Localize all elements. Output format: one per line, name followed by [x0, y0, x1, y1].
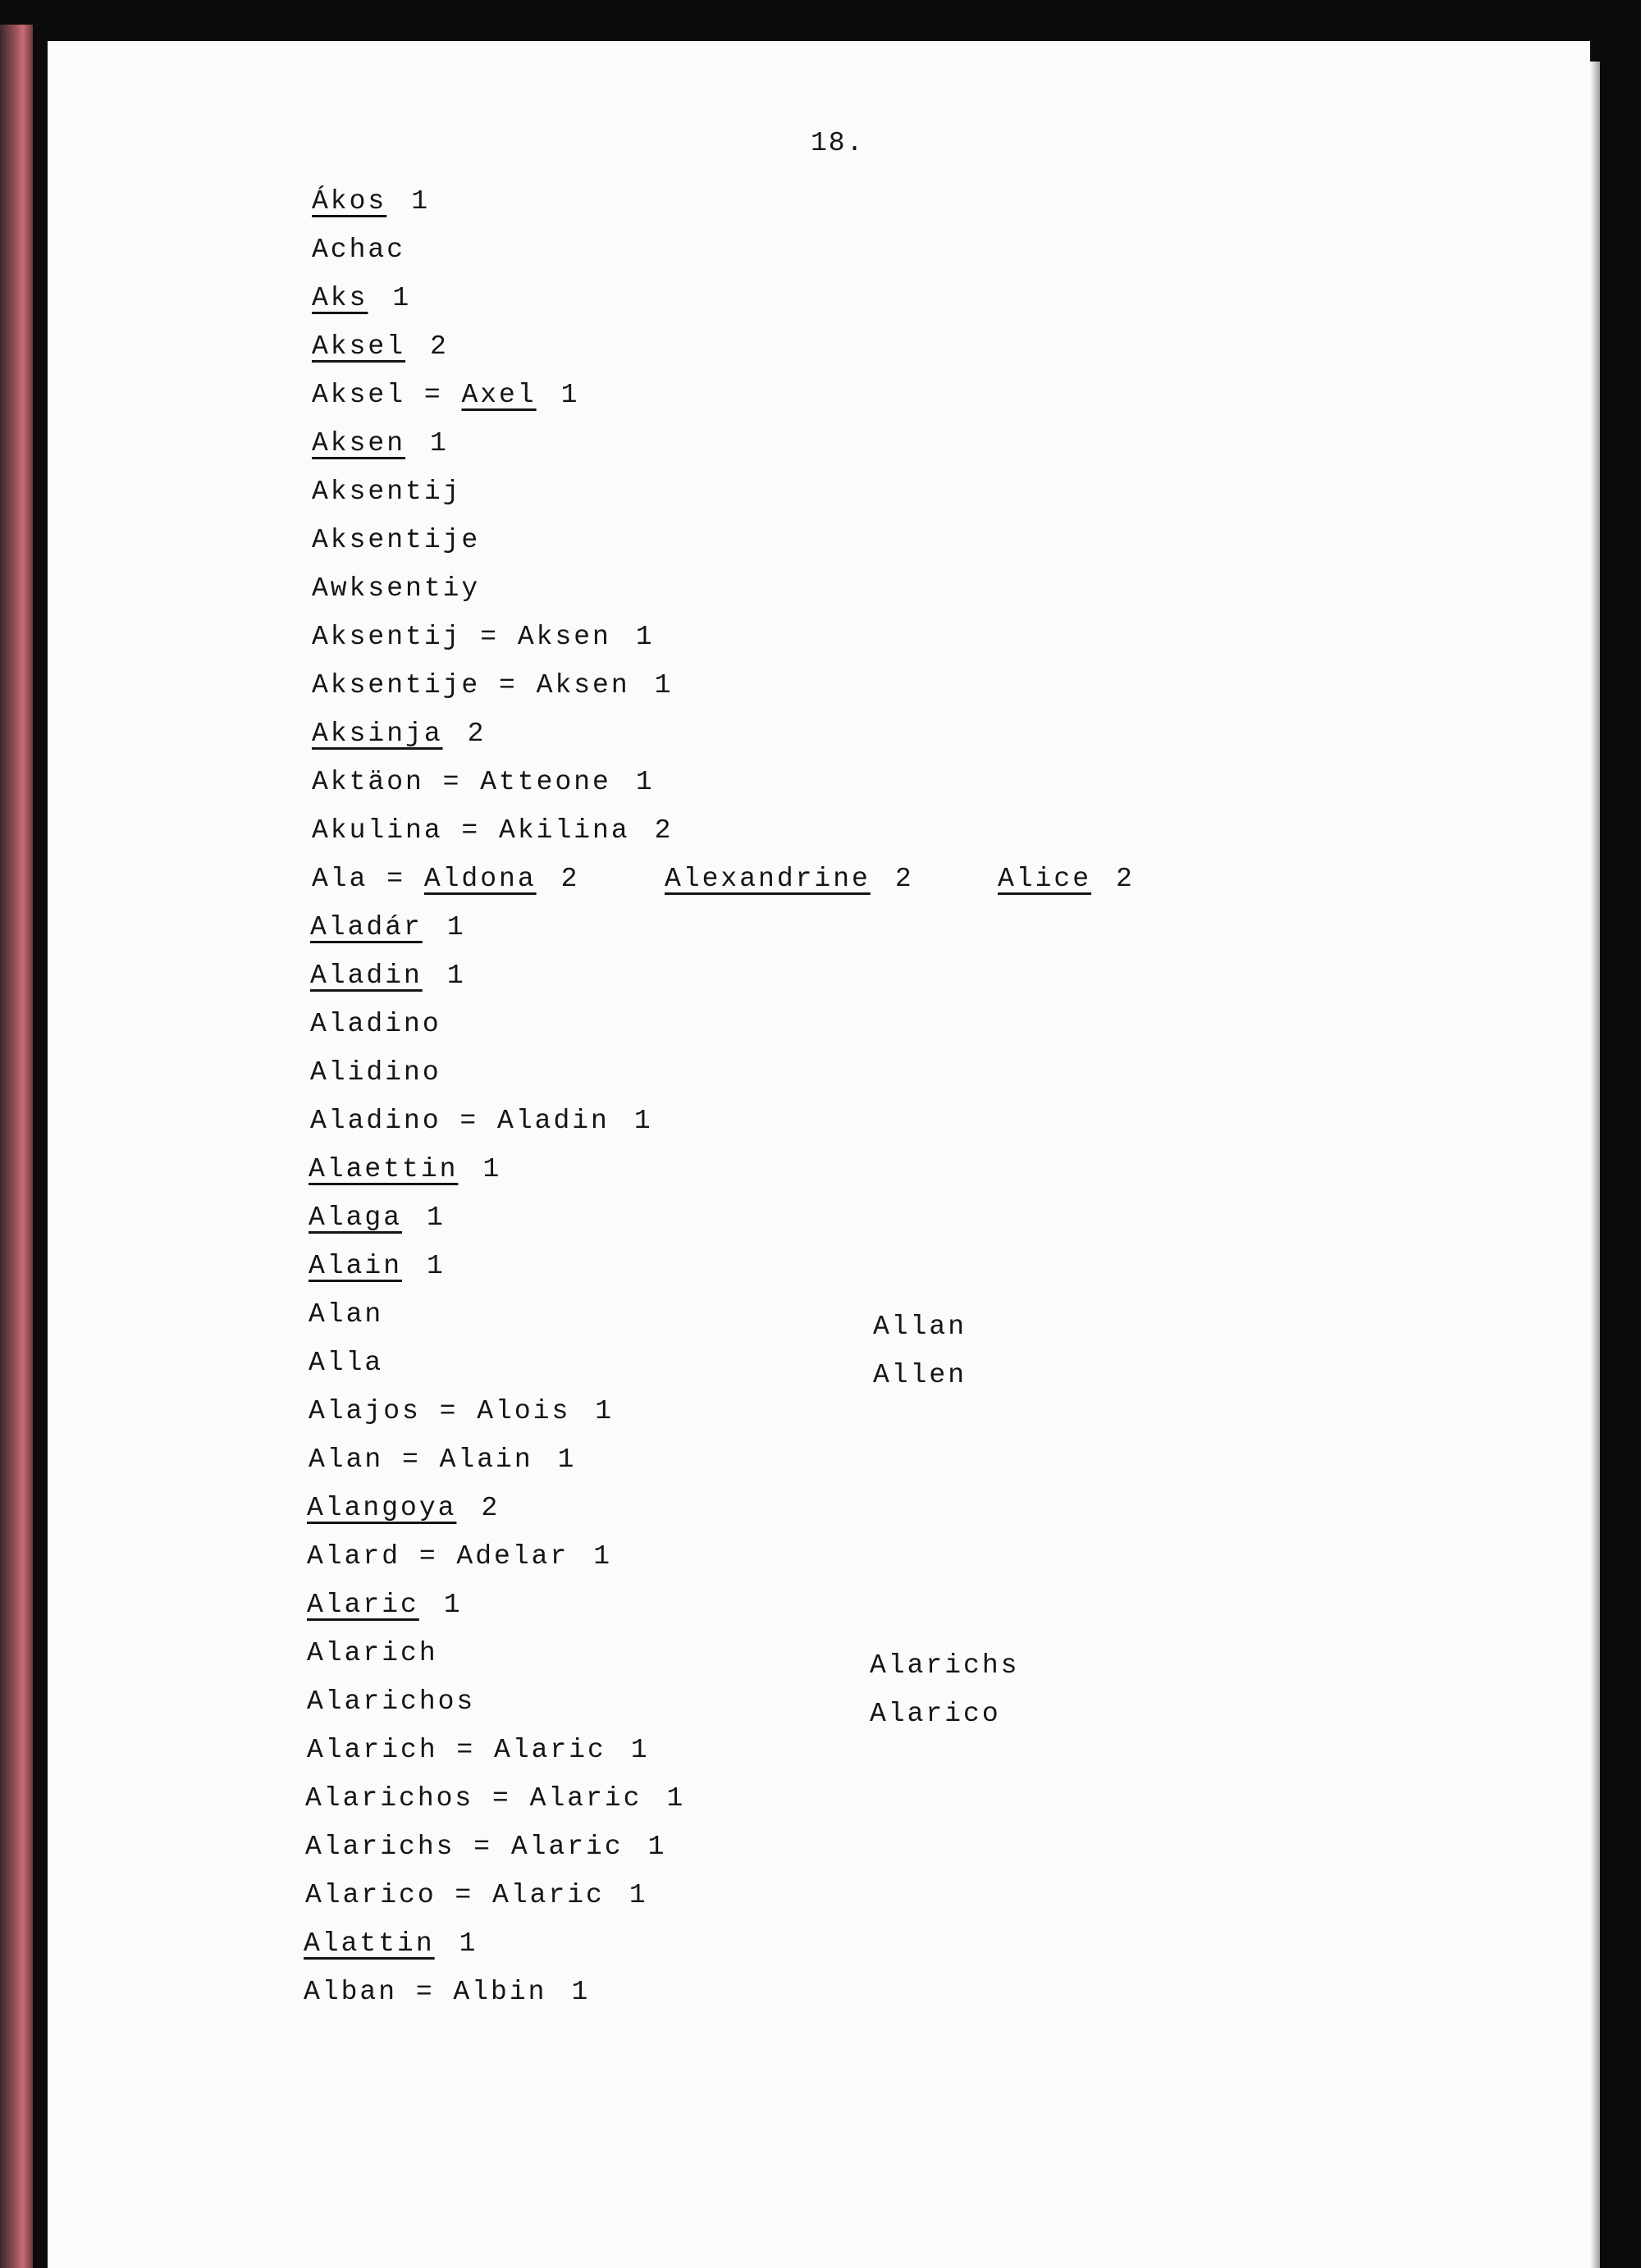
entry-aladar — [310, 911, 466, 944]
entry-name: Aladin — [310, 961, 423, 991]
entry-alan — [309, 1298, 383, 1331]
entry-count: 1 — [633, 1106, 653, 1136]
entry-alangoya — [307, 1492, 500, 1525]
entry-name: Aksentij = Aksen — [312, 622, 611, 652]
entry-count: 2 — [481, 1493, 501, 1523]
entry-name: Alarichos — [307, 1686, 476, 1717]
entry-count: 1 — [666, 1783, 686, 1814]
entry-alaettin — [309, 1153, 501, 1186]
entry-aksentije-aksen — [312, 669, 673, 702]
entry-name: Aktäon = Atteone — [312, 767, 611, 797]
entry-akos — [312, 185, 430, 218]
entry-aksen — [312, 427, 449, 460]
page-number: 18. — [811, 128, 865, 158]
entry-count: 1 — [392, 283, 412, 313]
entry-alidino — [310, 1056, 441, 1089]
right-entry-allen: Allen — [873, 1360, 967, 1390]
entry-name: Axel — [461, 380, 537, 410]
entry-count: 2 — [654, 815, 674, 846]
entry-alexandrine — [665, 863, 914, 896]
entry-count: 1 — [635, 622, 655, 652]
entry-name: Alarich — [307, 1638, 438, 1668]
entry-aksel — [312, 331, 449, 363]
entry-alain — [309, 1250, 446, 1283]
entry-count: 1 — [427, 1251, 446, 1281]
entry-count: 1 — [446, 961, 466, 991]
entry-name: Akulina = Akilina — [312, 815, 630, 846]
entry-name: Alan = Alain — [309, 1444, 533, 1475]
entry-name: Alaettin — [309, 1154, 459, 1184]
entry-count: 1 — [482, 1154, 502, 1184]
entry-count: 1 — [427, 1202, 446, 1233]
entry-name: Alain — [309, 1251, 403, 1281]
entry-prefix: Ala = — [312, 864, 424, 894]
entry-aksentij — [312, 476, 461, 509]
entry-count: 1 — [595, 1396, 615, 1426]
entry-name: Achac — [312, 235, 406, 265]
entry-aktaon — [312, 766, 655, 799]
entry-aksentije — [312, 524, 480, 557]
entry-name: Aksel — [312, 331, 406, 362]
entry-count: 1 — [629, 1880, 648, 1910]
entry-name: Alarichos = Alaric — [305, 1783, 642, 1814]
entry-count: 1 — [446, 912, 466, 942]
entry-name: Alan — [309, 1299, 384, 1330]
entry-alaga — [309, 1202, 446, 1234]
entry-name: Alla — [309, 1348, 384, 1378]
entry-name: Ákos — [312, 186, 387, 217]
entry-name: Alaric — [307, 1590, 419, 1620]
entry-count: 2 — [1116, 864, 1135, 894]
entry-alan-alain — [309, 1444, 576, 1476]
entry-akulina — [312, 815, 673, 847]
entry-alajos — [309, 1395, 614, 1428]
entry-aks — [312, 282, 411, 315]
entry-awksentiy — [312, 573, 480, 605]
entry-count: 1 — [654, 670, 674, 700]
entry-name: Aksentij — [312, 477, 462, 507]
entry-count: 2 — [894, 864, 914, 894]
entry-count: 1 — [593, 1541, 613, 1572]
entry-name: Awksentiy — [312, 573, 481, 604]
entry-count: 1 — [647, 1832, 667, 1862]
entry-name: Aks — [312, 283, 368, 313]
entry-aladino-aladin — [310, 1105, 653, 1138]
entry-name: Alattin — [304, 1928, 435, 1959]
entry-prefix: Aksel = — [312, 380, 462, 410]
entry-alarichos — [307, 1686, 475, 1718]
entry-count: 1 — [571, 1977, 591, 2007]
entry-count: 2 — [560, 864, 580, 894]
entry-alaric — [307, 1589, 463, 1622]
entry-name: Alarich = Alaric — [307, 1735, 606, 1765]
entry-name: Alice — [998, 864, 1092, 894]
entry-count: 1 — [443, 1590, 463, 1620]
entry-name: Alajos = Alois — [309, 1396, 571, 1426]
entry-count: 2 — [467, 719, 487, 749]
entry-name: Alban = Albin — [304, 1977, 547, 2007]
entry-alarichs-alaric — [305, 1831, 666, 1864]
entry-name: Aladino — [310, 1009, 441, 1039]
entry-name: Aladár — [310, 912, 423, 942]
entry-name: Alard = Adelar — [307, 1541, 569, 1572]
entry-count: 1 — [630, 1735, 650, 1765]
entry-achac — [312, 234, 405, 267]
entry-aksentij-aksen — [312, 621, 655, 654]
entry-alard — [307, 1540, 612, 1573]
entry-name: Aksentije — [312, 525, 481, 555]
entry-name: Alaga — [309, 1202, 403, 1233]
entry-alarich-alaric — [307, 1734, 650, 1767]
entry-name: Alidino — [310, 1057, 441, 1088]
entry-count: 1 — [430, 428, 449, 459]
entry-name: Aksen — [312, 428, 406, 459]
entry-name: Alarichs = Alaric — [305, 1832, 624, 1862]
entry-count: 1 — [411, 186, 431, 217]
entry-alarichos-alaric — [305, 1782, 685, 1815]
entry-alarico-alaric — [305, 1879, 648, 1912]
entry-aladin — [310, 960, 466, 993]
entry-name: Alarico = Alaric — [305, 1880, 605, 1910]
entry-alattin — [304, 1928, 478, 1960]
entry-count: 1 — [459, 1928, 478, 1959]
entry-count: 1 — [557, 1444, 577, 1475]
entry-name: Aksentije = Aksen — [312, 670, 630, 700]
entry-name: Alangoya — [307, 1493, 457, 1523]
entry-aksel-axel — [312, 379, 579, 412]
entry-ala — [312, 863, 579, 896]
right-entry-alarico: Alarico — [870, 1699, 1001, 1729]
entry-name: Aldona — [423, 864, 537, 894]
entry-alla — [309, 1347, 383, 1380]
entry-alice — [998, 863, 1135, 896]
right-entry-allan: Allan — [873, 1312, 967, 1342]
entry-count: 2 — [430, 331, 449, 362]
entry-alarich — [307, 1637, 438, 1670]
right-entry-alarichs: Alarichs — [870, 1650, 1020, 1681]
entry-aksinja — [312, 718, 486, 751]
entry-name: Aladino = Aladin — [310, 1106, 610, 1136]
entry-count: 1 — [635, 767, 655, 797]
book-spine-edge — [0, 25, 33, 2268]
entry-count: 1 — [560, 380, 580, 410]
entry-name: Aksinja — [312, 719, 443, 749]
entry-name: Alexandrine — [665, 864, 871, 894]
entry-aladino — [310, 1008, 441, 1041]
entry-alban — [304, 1976, 590, 2009]
document-page — [48, 41, 1590, 2268]
